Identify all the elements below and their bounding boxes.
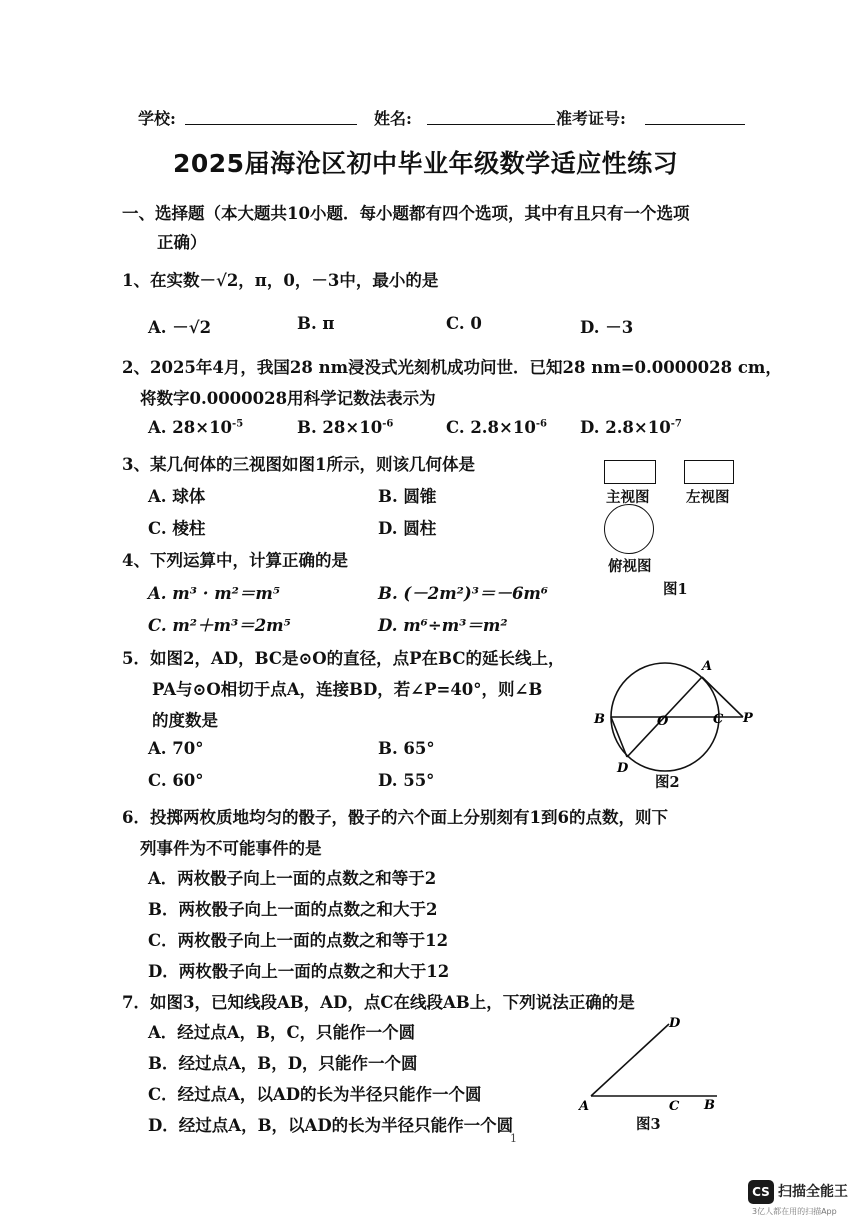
left-view-label: 左视图 [686,489,730,506]
scanner-tagline: 3亿人都在用的扫描App [752,1207,837,1216]
q6-option-d: D．两枚骰子向上一面的点数之和大于12 [148,962,450,981]
q7-option-d: D．经过点A，B，以AD的长为半径只能作一个圆 [148,1116,514,1135]
page-number: 1 [510,1132,517,1145]
name-label: 姓名: [374,109,412,128]
q3-option-c: C. 棱柱 [148,519,206,538]
page-title: 2025届海沧区初中毕业年级数学适应性练习 [173,149,679,178]
question-4-stem: 4、下列运算中，计算正确的是 [122,551,348,570]
question-2-stem: 2、2025年4月，我国28 nm浸没式光刻机成功问世．已知28 nm=0.0000028 cm， [122,358,782,377]
figure-2-diagram [585,650,760,790]
q4-option-a: A. m³ · m²＝m⁵ [148,584,281,603]
q1-option-a: A. －√2 [148,318,212,337]
question-5-stem-cont: PA与⊙O相切于点A，连接BD，若∠P=40°，则∠B [152,680,543,699]
question-5-stem: 5．如图2，AD，BC是⊙O的直径，点P在BC的延长线上， [122,649,565,668]
tangent-pa [702,677,743,717]
q5-option-b: B. 65° [378,739,435,758]
school-label: 学校: [138,109,176,128]
q7-option-a: A．经过点A，B，C，只能作一个圆 [148,1023,416,1042]
scanner-watermark [748,1178,858,1218]
section-heading: 一、选择题（本大题共10小题．每小题都有四个选项，其中有且只有一个选项 [122,204,690,223]
label-a: A [579,1099,590,1114]
q1-option-c: C. 0 [446,314,482,333]
q2-option-b: B. $28\times 10^{-6}$ [297,418,394,437]
segment-ad [591,1024,669,1096]
q4-option-b: B. (－2m²)³＝－6m⁶ [378,584,549,603]
q1-option-d: D. －3 [580,318,634,337]
exam-id-label: 准考证号: [556,109,626,128]
question-3-stem: 3、某几何体的三视图如图1所示，则该几何体是 [122,455,475,474]
question-1-stem: 1、在实数－√2，π，0，－3中，最小的是 [122,271,439,290]
q2-option-a: A. $28\times 10^{-5}$ [148,418,244,437]
q4-option-c: C. m²＋m³＝2m⁵ [148,616,291,635]
q2-option-d: D. $2.8\times 10^{-7}$ [580,418,682,437]
label-d: D [617,761,629,776]
q1-option-b: B. π [297,314,335,333]
top-view-label: 俯视图 [608,558,652,575]
front-view-label: 主视图 [606,489,650,506]
label-b: B [704,1098,715,1113]
q5-option-d: D. 55° [378,771,435,790]
label-a: A [702,659,713,674]
front-view-rect [604,460,656,484]
label-p: P [743,711,753,726]
figure-1-caption: 图1 [663,581,688,598]
q3-option-a: A. 球体 [148,487,206,506]
q6-option-c: C．两枚骰子向上一面的点数之和等于12 [148,931,449,950]
name-blank [427,124,555,125]
label-o: O [657,714,669,729]
q7-option-c: C．经过点A，以AD的长为半径只能作一个圆 [148,1085,482,1104]
q6-option-a: A．两枚骰子向上一面的点数之和等于2 [148,869,437,888]
figure-3-diagram [575,1012,725,1117]
label-b: B [594,712,605,727]
school-blank [185,124,357,125]
q5-option-c: C. 60° [148,771,204,790]
chord-bd [611,717,627,757]
q7-option-b: B．经过点A，B，D，只能作一个圆 [148,1054,418,1073]
figure-3-caption: 图3 [636,1116,661,1133]
question-5-stem-cont2: 的度数是 [152,711,218,730]
left-view-rect [684,460,734,484]
question-2-stem-cont: 将数字0.0000028用科学记数法表示为 [140,389,436,408]
exam-id-blank [645,124,745,125]
label-c: C [669,1099,680,1114]
top-view-circle [604,504,654,554]
q3-option-b: B. 圆锥 [378,487,437,506]
question-7-stem: 7．如图3，已知线段AB，AD，点C在线段AB上，下列说法正确的是 [122,993,635,1012]
figure-2-caption: 图2 [655,774,680,791]
q5-option-a: A. 70° [148,739,204,758]
question-6-stem-cont: 列事件为不可能事件的是 [140,839,322,858]
section-heading-cont: 正确） [157,233,207,252]
question-6-stem: 6．投掷两枚质地均匀的骰子，骰子的六个面上分别刻有1到6的点数，则下 [122,808,668,827]
scanner-app-name: 扫描全能王 [778,1184,848,1200]
q3-option-d: D. 圆柱 [378,519,437,538]
q4-option-d: D. m⁶÷m³＝m² [378,616,508,635]
q6-option-b: B．两枚骰子向上一面的点数之和大于2 [148,900,438,919]
scanner-logo-icon: CS [748,1180,774,1204]
label-d: D [669,1016,681,1031]
q2-option-c: C. $2.8\times 10^{-6}$ [446,418,547,437]
label-c: C [713,712,724,727]
